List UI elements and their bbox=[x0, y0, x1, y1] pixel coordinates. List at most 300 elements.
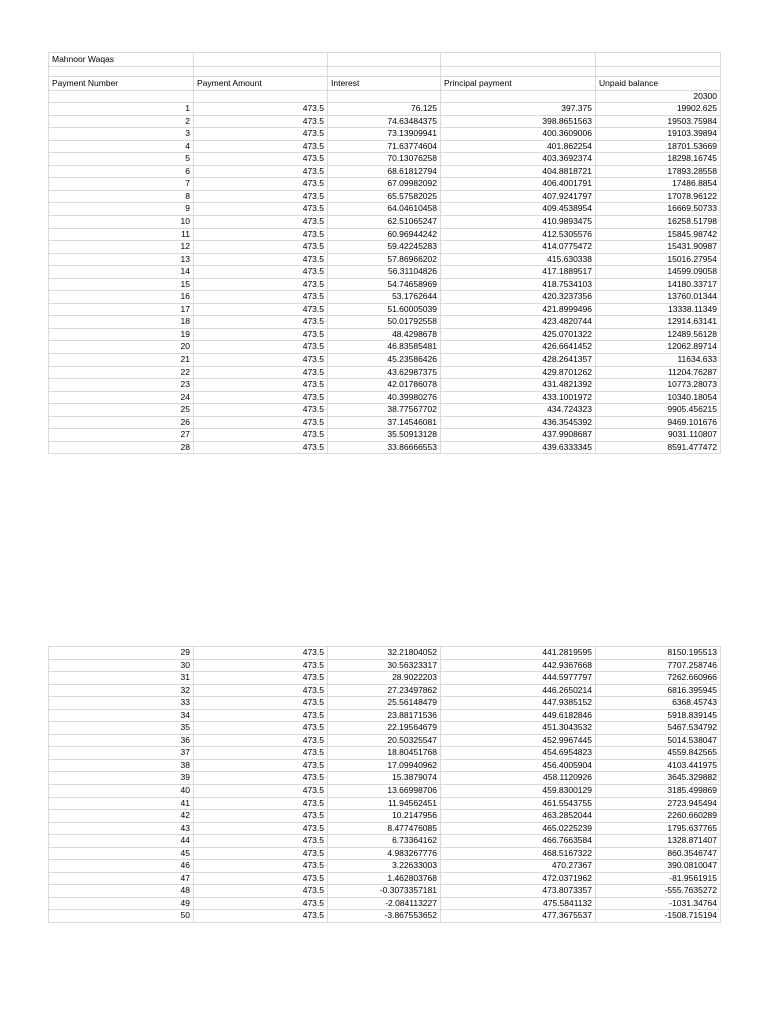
payment-number-cell[interactable]: 44 bbox=[49, 835, 194, 848]
principal-payment-cell[interactable]: 465.0225239 bbox=[441, 822, 596, 835]
interest-cell[interactable]: 65.57582025 bbox=[328, 190, 441, 203]
interest-cell[interactable]: 28.9022203 bbox=[328, 672, 441, 685]
unpaid-balance-cell[interactable]: 17078.96122 bbox=[596, 190, 721, 203]
table-row bbox=[49, 115, 721, 128]
payment-number-cell[interactable]: 22 bbox=[49, 366, 194, 379]
interest-cell[interactable]: 50.01792558 bbox=[328, 316, 441, 329]
table-row bbox=[49, 241, 721, 254]
unpaid-balance-cell[interactable]: 2723.945494 bbox=[596, 797, 721, 810]
payment-amount-cell[interactable]: 473.5 bbox=[194, 697, 328, 710]
interest-cell[interactable]: -3.867553652 bbox=[328, 910, 441, 923]
payment-amount-cell[interactable]: 473.5 bbox=[194, 709, 328, 722]
principal-payment-cell[interactable]: 426.6641452 bbox=[441, 341, 596, 354]
table-row bbox=[49, 153, 721, 166]
table-row bbox=[49, 747, 721, 760]
unpaid-balance-cell[interactable]: 14180.33717 bbox=[596, 278, 721, 291]
payment-amount-cell[interactable]: 473.5 bbox=[194, 684, 328, 697]
unpaid-balance-cell[interactable]: 12062.89714 bbox=[596, 341, 721, 354]
payment-number-cell[interactable]: 45 bbox=[49, 847, 194, 860]
payment-number-cell[interactable]: 18 bbox=[49, 316, 194, 329]
payment-number-cell[interactable]: 37 bbox=[49, 747, 194, 760]
unpaid-balance-cell[interactable]: -1508.715194 bbox=[596, 910, 721, 923]
payment-number-cell[interactable]: 30 bbox=[49, 659, 194, 672]
table-row bbox=[49, 772, 721, 785]
interest-cell[interactable]: 60.96944242 bbox=[328, 228, 441, 241]
payment-number-cell[interactable]: 1 bbox=[49, 103, 194, 116]
interest-cell[interactable]: 57.86966202 bbox=[328, 253, 441, 266]
unpaid-balance-cell[interactable]: -81.9561915 bbox=[596, 872, 721, 885]
principal-payment-cell[interactable]: 418.7534103 bbox=[441, 278, 596, 291]
unpaid-balance-cell[interactable]: 11634.633 bbox=[596, 353, 721, 366]
interest-cell[interactable]: -0.3073357181 bbox=[328, 885, 441, 898]
principal-payment-cell[interactable]: 446.2650214 bbox=[441, 684, 596, 697]
payment-number-cell[interactable]: 12 bbox=[49, 241, 194, 254]
payment-number-cell[interactable]: 31 bbox=[49, 672, 194, 685]
interest-cell[interactable]: 27.23497862 bbox=[328, 684, 441, 697]
payment-amount-cell[interactable]: 473.5 bbox=[194, 190, 328, 203]
table-row bbox=[49, 391, 721, 404]
payment-amount-cell[interactable]: 473.5 bbox=[194, 441, 328, 454]
payment-amount-cell[interactable]: 473.5 bbox=[194, 328, 328, 341]
principal-payment-cell[interactable]: 425.0701322 bbox=[441, 328, 596, 341]
principal-payment-cell[interactable]: 417.1889517 bbox=[441, 266, 596, 279]
payment-amount-cell[interactable]: 473.5 bbox=[194, 910, 328, 923]
payment-number-cell[interactable]: 47 bbox=[49, 872, 194, 885]
principal-payment-cell[interactable]: 470.27367 bbox=[441, 860, 596, 873]
payment-amount-cell[interactable]: 473.5 bbox=[194, 847, 328, 860]
interest-cell[interactable]: 10.2147956 bbox=[328, 810, 441, 823]
principal-payment-cell[interactable]: 434.724323 bbox=[441, 404, 596, 417]
payment-amount-cell[interactable]: 473.5 bbox=[194, 228, 328, 241]
principal-payment-cell[interactable]: 397.375 bbox=[441, 103, 596, 116]
principal-payment-cell[interactable]: 459.8300129 bbox=[441, 785, 596, 798]
interest-cell[interactable]: 35.50913128 bbox=[328, 429, 441, 442]
empty-cell[interactable] bbox=[441, 66, 596, 77]
unpaid-balance-cell[interactable]: 7262.660966 bbox=[596, 672, 721, 685]
payment-amount-cell[interactable]: 473.5 bbox=[194, 872, 328, 885]
unpaid-balance-cell[interactable]: 3185.499869 bbox=[596, 785, 721, 798]
payment-amount-cell[interactable]: 473.5 bbox=[194, 103, 328, 116]
principal-payment-cell[interactable]: 442.9367668 bbox=[441, 659, 596, 672]
interest-cell[interactable]: 1.462803768 bbox=[328, 872, 441, 885]
payment-number-cell[interactable]: 40 bbox=[49, 785, 194, 798]
payment-number-cell[interactable]: 28 bbox=[49, 441, 194, 454]
unpaid-balance-cell[interactable]: 17893.28558 bbox=[596, 165, 721, 178]
principal-payment-cell[interactable]: 472.0371962 bbox=[441, 872, 596, 885]
interest-cell[interactable]: 33.86666553 bbox=[328, 441, 441, 454]
payment-amount-cell[interactable]: 473.5 bbox=[194, 303, 328, 316]
payment-amount-cell[interactable]: 473.5 bbox=[194, 379, 328, 392]
payment-amount-cell[interactable]: 473.5 bbox=[194, 747, 328, 760]
unpaid-balance-cell[interactable]: 5467.534792 bbox=[596, 722, 721, 735]
payment-amount-cell[interactable]: 473.5 bbox=[194, 404, 328, 417]
interest-cell[interactable]: 15.3879074 bbox=[328, 772, 441, 785]
payment-number-cell[interactable]: 43 bbox=[49, 822, 194, 835]
payment-amount-cell[interactable]: 473.5 bbox=[194, 165, 328, 178]
unpaid-balance-cell[interactable]: 6368.45743 bbox=[596, 697, 721, 710]
principal-payment-cell[interactable]: 473.8073357 bbox=[441, 885, 596, 898]
payment-amount-cell[interactable]: 473.5 bbox=[194, 266, 328, 279]
unpaid-balance-cell[interactable]: 15431.90987 bbox=[596, 241, 721, 254]
table-row bbox=[49, 697, 721, 710]
empty-cell[interactable] bbox=[596, 53, 721, 67]
principal-payment-cell[interactable]: 441.2819595 bbox=[441, 647, 596, 660]
principal-payment-cell[interactable]: 407.9241797 bbox=[441, 190, 596, 203]
principal-payment-cell[interactable]: 410.9893475 bbox=[441, 215, 596, 228]
interest-cell[interactable]: 32.21804052 bbox=[328, 647, 441, 660]
unpaid-balance-cell[interactable]: 8150.195513 bbox=[596, 647, 721, 660]
principal-payment-cell[interactable]: 437.9908687 bbox=[441, 429, 596, 442]
unpaid-balance-cell[interactable]: 2260.660289 bbox=[596, 810, 721, 823]
payment-number-cell[interactable]: 20 bbox=[49, 341, 194, 354]
principal-payment-cell[interactable]: 439.6333345 bbox=[441, 441, 596, 454]
payment-amount-cell[interactable]: 473.5 bbox=[194, 140, 328, 153]
interest-cell[interactable]: 46.83585481 bbox=[328, 341, 441, 354]
title-row bbox=[49, 53, 721, 67]
interest-cell[interactable]: 18.80451768 bbox=[328, 747, 441, 760]
unpaid-balance-cell[interactable]: 9905.456215 bbox=[596, 404, 721, 417]
principal-payment-cell[interactable]: 458.1120926 bbox=[441, 772, 596, 785]
principal-payment-cell[interactable]: 428.2641357 bbox=[441, 353, 596, 366]
payment-number-cell[interactable]: 15 bbox=[49, 278, 194, 291]
principal-payment-cell[interactable]: 398.8651563 bbox=[441, 115, 596, 128]
payment-number-cell[interactable]: 23 bbox=[49, 379, 194, 392]
payment-number-cell[interactable]: 25 bbox=[49, 404, 194, 417]
payment-number-cell[interactable]: 6 bbox=[49, 165, 194, 178]
table-row bbox=[49, 128, 721, 141]
payment-number-cell[interactable]: 4 bbox=[49, 140, 194, 153]
unpaid-balance-cell[interactable]: 10340.18054 bbox=[596, 391, 721, 404]
principal-payment-cell[interactable]: 423.4820744 bbox=[441, 316, 596, 329]
payment-number-cell[interactable]: 7 bbox=[49, 178, 194, 191]
unpaid-balance-cell[interactable]: 5918.839145 bbox=[596, 709, 721, 722]
payment-amount-cell[interactable]: 473.5 bbox=[194, 291, 328, 304]
payment-amount-cell[interactable]: 473.5 bbox=[194, 835, 328, 848]
initial-balance-cell[interactable]: 20300 bbox=[596, 90, 721, 103]
principal-payment-cell[interactable]: 451.3043532 bbox=[441, 722, 596, 735]
principal-payment-cell[interactable]: 414.0775472 bbox=[441, 241, 596, 254]
payment-number-cell[interactable]: 3 bbox=[49, 128, 194, 141]
unpaid-balance-cell[interactable]: 19103.39894 bbox=[596, 128, 721, 141]
unpaid-balance-cell[interactable]: 13338.11349 bbox=[596, 303, 721, 316]
table-row bbox=[49, 203, 721, 216]
payment-number-cell[interactable]: 36 bbox=[49, 734, 194, 747]
payment-amount-cell[interactable]: 473.5 bbox=[194, 153, 328, 166]
table-row bbox=[49, 165, 721, 178]
principal-payment-cell[interactable]: 433.1001972 bbox=[441, 391, 596, 404]
interest-cell[interactable]: 48.4298678 bbox=[328, 328, 441, 341]
interest-cell[interactable]: 40.39980276 bbox=[328, 391, 441, 404]
payment-number-cell[interactable]: 42 bbox=[49, 810, 194, 823]
principal-payment-cell[interactable]: 477.3675537 bbox=[441, 910, 596, 923]
payment-amount-cell[interactable]: 473.5 bbox=[194, 785, 328, 798]
interest-cell[interactable]: 22.19564679 bbox=[328, 722, 441, 735]
payment-rows-part-1 bbox=[49, 103, 721, 454]
payment-amount-cell[interactable]: 473.5 bbox=[194, 672, 328, 685]
table-row bbox=[49, 910, 721, 923]
unpaid-balance-cell[interactable]: 6816.395945 bbox=[596, 684, 721, 697]
table-row bbox=[49, 366, 721, 379]
unpaid-balance-cell[interactable]: 18298.16745 bbox=[596, 153, 721, 166]
principal-payment-cell[interactable]: 447.9385152 bbox=[441, 697, 596, 710]
payment-number-cell[interactable]: 50 bbox=[49, 910, 194, 923]
principal-payment-cell[interactable]: 456.4005904 bbox=[441, 759, 596, 772]
payment-amount-cell[interactable]: 473.5 bbox=[194, 341, 328, 354]
payment-number-cell[interactable]: 13 bbox=[49, 253, 194, 266]
principal-payment-cell[interactable]: 404.8818721 bbox=[441, 165, 596, 178]
unpaid-balance-cell[interactable]: -1031.34764 bbox=[596, 897, 721, 910]
payment-amount-cell[interactable]: 473.5 bbox=[194, 416, 328, 429]
unpaid-balance-cell[interactable]: 12489.56128 bbox=[596, 328, 721, 341]
payment-number-cell[interactable]: 19 bbox=[49, 328, 194, 341]
interest-cell[interactable]: 64.04610458 bbox=[328, 203, 441, 216]
payment-amount-cell[interactable]: 473.5 bbox=[194, 203, 328, 216]
payment-amount-cell[interactable]: 473.5 bbox=[194, 253, 328, 266]
payment-amount-cell[interactable]: 473.5 bbox=[194, 860, 328, 873]
header-payment-amount[interactable]: Payment Amount bbox=[194, 77, 328, 91]
header-unpaid-balance[interactable]: Unpaid balance bbox=[596, 77, 721, 91]
unpaid-balance-cell[interactable]: 15845.98742 bbox=[596, 228, 721, 241]
payment-number-cell[interactable]: 11 bbox=[49, 228, 194, 241]
interest-cell[interactable]: 71.63774604 bbox=[328, 140, 441, 153]
payment-number-cell[interactable]: 9 bbox=[49, 203, 194, 216]
table-row bbox=[49, 822, 721, 835]
empty-cell[interactable] bbox=[328, 90, 441, 103]
unpaid-balance-cell[interactable]: 19503.75984 bbox=[596, 115, 721, 128]
payment-amount-cell[interactable]: 473.5 bbox=[194, 128, 328, 141]
principal-payment-cell[interactable]: 463.2852044 bbox=[441, 810, 596, 823]
interest-cell[interactable]: 37.14546081 bbox=[328, 416, 441, 429]
payment-number-cell[interactable]: 14 bbox=[49, 266, 194, 279]
unpaid-balance-cell[interactable]: 18701.53669 bbox=[596, 140, 721, 153]
unpaid-balance-cell[interactable]: 15016.27954 bbox=[596, 253, 721, 266]
payment-amount-cell[interactable]: 473.5 bbox=[194, 647, 328, 660]
principal-payment-cell[interactable]: 449.6182846 bbox=[441, 709, 596, 722]
interest-cell[interactable]: 30.56323317 bbox=[328, 659, 441, 672]
interest-cell[interactable]: 73.13909941 bbox=[328, 128, 441, 141]
interest-cell[interactable]: 4.983267776 bbox=[328, 847, 441, 860]
principal-payment-cell[interactable]: 454.6954823 bbox=[441, 747, 596, 760]
empty-cell[interactable] bbox=[596, 66, 721, 77]
header-interest[interactable]: Interest bbox=[328, 77, 441, 91]
principal-payment-cell[interactable]: 466.7663584 bbox=[441, 835, 596, 848]
unpaid-balance-cell[interactable]: 10773.28073 bbox=[596, 379, 721, 392]
unpaid-balance-cell[interactable]: -555.7635272 bbox=[596, 885, 721, 898]
header-principal-payment[interactable]: Principal payment bbox=[441, 77, 596, 91]
interest-cell[interactable]: 67.09982092 bbox=[328, 178, 441, 191]
interest-cell[interactable]: 20.50325547 bbox=[328, 734, 441, 747]
interest-cell[interactable]: 3.22633003 bbox=[328, 860, 441, 873]
empty-cell[interactable] bbox=[49, 90, 194, 103]
unpaid-balance-cell[interactable]: 19902.625 bbox=[596, 103, 721, 116]
table-row bbox=[49, 709, 721, 722]
author-name-cell[interactable]: Mahnoor Waqas bbox=[49, 53, 194, 67]
table-row bbox=[49, 810, 721, 823]
payment-number-cell[interactable]: 48 bbox=[49, 885, 194, 898]
unpaid-balance-cell[interactable]: 11204.76287 bbox=[596, 366, 721, 379]
interest-cell[interactable]: 62.51065247 bbox=[328, 215, 441, 228]
payment-amount-cell[interactable]: 473.5 bbox=[194, 822, 328, 835]
unpaid-balance-cell[interactable]: 1328.871407 bbox=[596, 835, 721, 848]
payment-amount-cell[interactable]: 473.5 bbox=[194, 810, 328, 823]
empty-cell[interactable] bbox=[194, 53, 328, 67]
interest-cell[interactable]: 25.56148479 bbox=[328, 697, 441, 710]
principal-payment-cell[interactable]: 421.8999496 bbox=[441, 303, 596, 316]
interest-cell[interactable]: 54.74658969 bbox=[328, 278, 441, 291]
payment-amount-cell[interactable]: 473.5 bbox=[194, 178, 328, 191]
empty-cell[interactable] bbox=[49, 66, 194, 77]
payment-number-cell[interactable]: 17 bbox=[49, 303, 194, 316]
principal-payment-cell[interactable]: 415.630338 bbox=[441, 253, 596, 266]
interest-cell[interactable]: 56.31104826 bbox=[328, 266, 441, 279]
interest-cell[interactable]: 6.73364162 bbox=[328, 835, 441, 848]
payment-amount-cell[interactable]: 473.5 bbox=[194, 429, 328, 442]
payment-number-cell[interactable]: 39 bbox=[49, 772, 194, 785]
payment-number-cell[interactable]: 33 bbox=[49, 697, 194, 710]
unpaid-balance-cell[interactable]: 16258.51798 bbox=[596, 215, 721, 228]
payment-amount-cell[interactable]: 473.5 bbox=[194, 722, 328, 735]
payment-amount-cell[interactable]: 473.5 bbox=[194, 115, 328, 128]
table-row bbox=[49, 416, 721, 429]
table-row bbox=[49, 759, 721, 772]
principal-payment-cell[interactable]: 452.9967445 bbox=[441, 734, 596, 747]
interest-cell[interactable]: 53.1762644 bbox=[328, 291, 441, 304]
unpaid-balance-cell[interactable]: 13760.01344 bbox=[596, 291, 721, 304]
interest-cell[interactable]: -2.084113227 bbox=[328, 897, 441, 910]
payment-amount-cell[interactable]: 473.5 bbox=[194, 734, 328, 747]
unpaid-balance-cell[interactable]: 17486.8854 bbox=[596, 178, 721, 191]
interest-cell[interactable]: 42.01786078 bbox=[328, 379, 441, 392]
principal-payment-cell[interactable]: 409.4538954 bbox=[441, 203, 596, 216]
payment-amount-cell[interactable]: 473.5 bbox=[194, 316, 328, 329]
payment-number-cell[interactable]: 46 bbox=[49, 860, 194, 873]
interest-cell[interactable]: 68.61812794 bbox=[328, 165, 441, 178]
table-row bbox=[49, 797, 721, 810]
payment-amount-cell[interactable]: 473.5 bbox=[194, 885, 328, 898]
principal-payment-cell[interactable]: 436.3545392 bbox=[441, 416, 596, 429]
unpaid-balance-cell[interactable]: 390.0810047 bbox=[596, 860, 721, 873]
unpaid-balance-cell[interactable]: 12914.63141 bbox=[596, 316, 721, 329]
principal-payment-cell[interactable]: 429.8701262 bbox=[441, 366, 596, 379]
payment-number-cell[interactable]: 10 bbox=[49, 215, 194, 228]
principal-payment-cell[interactable]: 468.5167322 bbox=[441, 847, 596, 860]
interest-cell[interactable]: 23.88171536 bbox=[328, 709, 441, 722]
principal-payment-cell[interactable]: 461.5543755 bbox=[441, 797, 596, 810]
payment-amount-cell[interactable]: 473.5 bbox=[194, 278, 328, 291]
payment-number-cell[interactable]: 16 bbox=[49, 291, 194, 304]
payment-amount-cell[interactable]: 473.5 bbox=[194, 366, 328, 379]
empty-cell[interactable] bbox=[194, 90, 328, 103]
payment-number-cell[interactable]: 24 bbox=[49, 391, 194, 404]
unpaid-balance-cell[interactable]: 9469.101676 bbox=[596, 416, 721, 429]
payment-number-cell[interactable]: 21 bbox=[49, 353, 194, 366]
principal-payment-cell[interactable]: 400.3609006 bbox=[441, 128, 596, 141]
unpaid-balance-cell[interactable]: 1795.637765 bbox=[596, 822, 721, 835]
interest-cell[interactable]: 51.60005039 bbox=[328, 303, 441, 316]
interest-cell[interactable]: 43.62987375 bbox=[328, 366, 441, 379]
payment-number-cell[interactable]: 49 bbox=[49, 897, 194, 910]
initial-balance-row bbox=[49, 90, 721, 103]
unpaid-balance-cell[interactable]: 3645.329882 bbox=[596, 772, 721, 785]
unpaid-balance-cell[interactable]: 9031.110807 bbox=[596, 429, 721, 442]
interest-cell[interactable]: 8.477476085 bbox=[328, 822, 441, 835]
interest-cell[interactable]: 17.09940962 bbox=[328, 759, 441, 772]
empty-cell[interactable] bbox=[328, 66, 441, 77]
payment-number-cell[interactable]: 2 bbox=[49, 115, 194, 128]
unpaid-balance-cell[interactable]: 8591.477472 bbox=[596, 441, 721, 454]
empty-cell[interactable] bbox=[194, 66, 328, 77]
table-row bbox=[49, 178, 721, 191]
payment-amount-cell[interactable]: 473.5 bbox=[194, 215, 328, 228]
payment-amount-cell[interactable]: 473.5 bbox=[194, 353, 328, 366]
empty-cell[interactable] bbox=[441, 53, 596, 67]
principal-payment-cell[interactable]: 406.4001791 bbox=[441, 178, 596, 191]
payment-amount-cell[interactable]: 473.5 bbox=[194, 772, 328, 785]
table-row bbox=[49, 847, 721, 860]
payment-amount-cell[interactable]: 473.5 bbox=[194, 759, 328, 772]
principal-payment-cell[interactable]: 401.862254 bbox=[441, 140, 596, 153]
principal-payment-cell[interactable]: 412.5305576 bbox=[441, 228, 596, 241]
unpaid-balance-cell[interactable]: 7707.258746 bbox=[596, 659, 721, 672]
interest-cell[interactable]: 74.63484375 bbox=[328, 115, 441, 128]
payment-amount-cell[interactable]: 473.5 bbox=[194, 391, 328, 404]
payment-amount-cell[interactable]: 473.5 bbox=[194, 659, 328, 672]
payment-number-cell[interactable]: 29 bbox=[49, 647, 194, 660]
table-row bbox=[49, 835, 721, 848]
interest-cell[interactable]: 76.125 bbox=[328, 103, 441, 116]
interest-cell[interactable]: 45.23586426 bbox=[328, 353, 441, 366]
interest-cell[interactable]: 38.77567702 bbox=[328, 404, 441, 417]
header-payment-number[interactable]: Payment Number bbox=[49, 77, 194, 91]
table-row bbox=[49, 885, 721, 898]
payment-number-cell[interactable]: 5 bbox=[49, 153, 194, 166]
unpaid-balance-cell[interactable]: 16669.50733 bbox=[596, 203, 721, 216]
principal-payment-cell[interactable]: 475.5841132 bbox=[441, 897, 596, 910]
spacer-row bbox=[49, 66, 721, 77]
unpaid-balance-cell[interactable]: 4103.441975 bbox=[596, 759, 721, 772]
interest-cell[interactable]: 13.66998706 bbox=[328, 785, 441, 798]
empty-cell[interactable] bbox=[328, 53, 441, 67]
unpaid-balance-cell[interactable]: 14599.09058 bbox=[596, 266, 721, 279]
unpaid-balance-cell[interactable]: 4559.842565 bbox=[596, 747, 721, 760]
table-row bbox=[49, 291, 721, 304]
payment-number-cell[interactable]: 35 bbox=[49, 722, 194, 735]
empty-cell[interactable] bbox=[441, 90, 596, 103]
table-row bbox=[49, 404, 721, 417]
payment-number-cell[interactable]: 41 bbox=[49, 797, 194, 810]
table-row bbox=[49, 429, 721, 442]
principal-payment-cell[interactable]: 403.3692374 bbox=[441, 153, 596, 166]
interest-cell[interactable]: 11.94562451 bbox=[328, 797, 441, 810]
interest-cell[interactable]: 70.13076258 bbox=[328, 153, 441, 166]
principal-payment-cell[interactable]: 431.4821392 bbox=[441, 379, 596, 392]
payment-amount-cell[interactable]: 473.5 bbox=[194, 797, 328, 810]
payment-number-cell[interactable]: 8 bbox=[49, 190, 194, 203]
unpaid-balance-cell[interactable]: 5014.538047 bbox=[596, 734, 721, 747]
principal-payment-cell[interactable]: 420.3237356 bbox=[441, 291, 596, 304]
table-row bbox=[49, 659, 721, 672]
payment-number-cell[interactable]: 26 bbox=[49, 416, 194, 429]
payment-number-cell[interactable]: 38 bbox=[49, 759, 194, 772]
interest-cell[interactable]: 59.42245283 bbox=[328, 241, 441, 254]
payment-amount-cell[interactable]: 473.5 bbox=[194, 897, 328, 910]
principal-payment-cell[interactable]: 444.5977797 bbox=[441, 672, 596, 685]
payment-number-cell[interactable]: 27 bbox=[49, 429, 194, 442]
payment-number-cell[interactable]: 32 bbox=[49, 684, 194, 697]
payment-number-cell[interactable]: 34 bbox=[49, 709, 194, 722]
unpaid-balance-cell[interactable]: 860.3546747 bbox=[596, 847, 721, 860]
payment-amount-cell[interactable]: 473.5 bbox=[194, 241, 328, 254]
